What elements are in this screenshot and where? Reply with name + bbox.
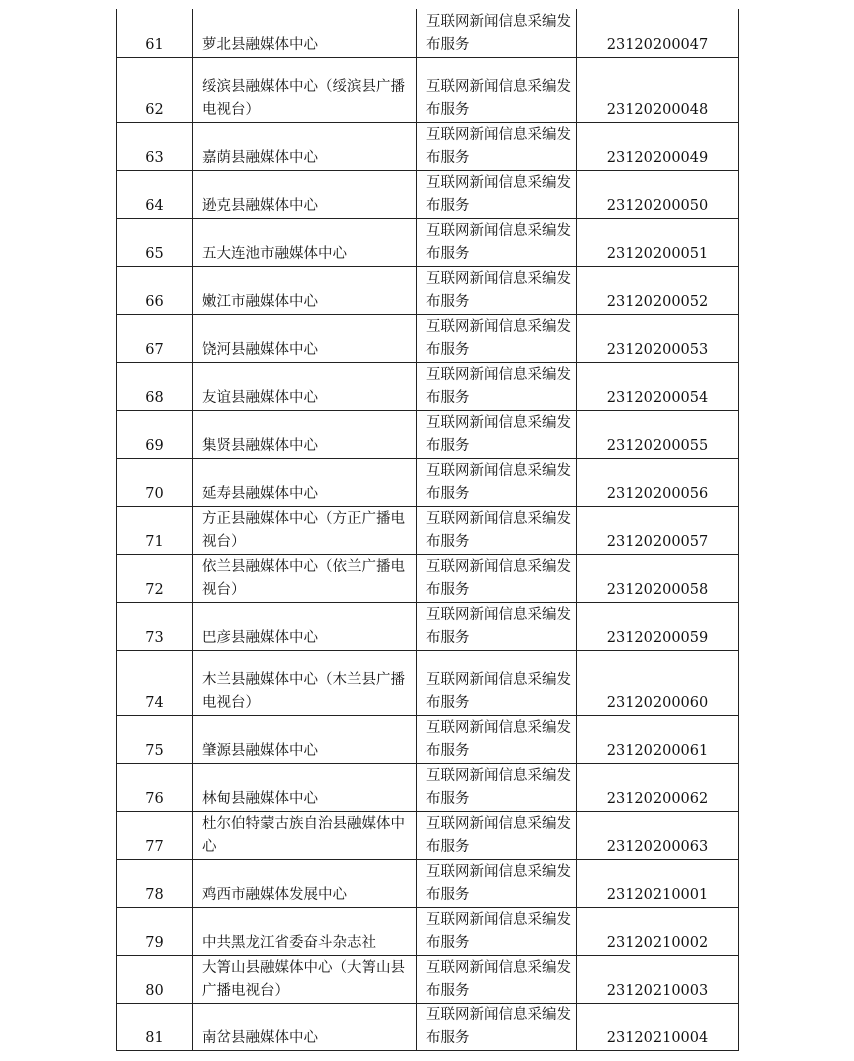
organization-name: 南岔县融媒体中心 — [193, 1003, 417, 1050]
row-number: 70 — [117, 458, 193, 506]
organization-name: 巴彦县融媒体中心 — [193, 602, 417, 650]
license-code: 23120200056 — [577, 458, 739, 506]
license-code: 23120200057 — [577, 506, 739, 554]
service-type: 互联网新闻信息采编发布服务 — [417, 554, 577, 602]
license-code: 23120200052 — [577, 266, 739, 314]
license-code: 23120200058 — [577, 554, 739, 602]
row-number: 80 — [117, 955, 193, 1003]
organization-name: 木兰县融媒体中心（木兰县广播电视台） — [193, 650, 417, 715]
row-number: 77 — [117, 811, 193, 859]
row-number: 62 — [117, 57, 193, 122]
row-number: 81 — [117, 1003, 193, 1050]
table-row — [117, 218, 739, 266]
table-row — [117, 859, 739, 907]
table-row — [117, 458, 739, 506]
service-type: 互联网新闻信息采编发布服务 — [417, 650, 577, 715]
license-code: 23120200049 — [577, 122, 739, 170]
row-number: 68 — [117, 362, 193, 410]
service-type: 互联网新闻信息采编发布服务 — [417, 763, 577, 811]
organization-name: 依兰县融媒体中心（依兰广播电视台） — [193, 554, 417, 602]
service-type: 互联网新闻信息采编发布服务 — [417, 57, 577, 122]
organization-name: 肇源县融媒体中心 — [193, 715, 417, 763]
license-code: 23120200054 — [577, 362, 739, 410]
row-number: 69 — [117, 410, 193, 458]
table-row — [117, 362, 739, 410]
organization-name: 友谊县融媒体中心 — [193, 362, 417, 410]
row-number: 76 — [117, 763, 193, 811]
table-row — [117, 1003, 739, 1050]
registry-table — [116, 9, 739, 1051]
table-row — [117, 955, 739, 1003]
organization-name: 林甸县融媒体中心 — [193, 763, 417, 811]
license-code: 23120210002 — [577, 907, 739, 955]
row-number: 64 — [117, 170, 193, 218]
license-code: 23120200063 — [577, 811, 739, 859]
service-type: 互联网新闻信息采编发布服务 — [417, 907, 577, 955]
service-type: 互联网新闻信息采编发布服务 — [417, 506, 577, 554]
license-code: 23120200059 — [577, 602, 739, 650]
organization-name: 方正县融媒体中心（方正广播电视台） — [193, 506, 417, 554]
organization-name: 嘉荫县融媒体中心 — [193, 122, 417, 170]
organization-name: 五大连池市融媒体中心 — [193, 218, 417, 266]
organization-name: 杜尔伯特蒙古族自治县融媒体中心 — [193, 811, 417, 859]
table-row — [117, 650, 739, 715]
row-number: 78 — [117, 859, 193, 907]
service-type: 互联网新闻信息采编发布服务 — [417, 218, 577, 266]
service-type: 互联网新闻信息采编发布服务 — [417, 1003, 577, 1050]
row-number: 65 — [117, 218, 193, 266]
service-type: 互联网新闻信息采编发布服务 — [417, 859, 577, 907]
service-type: 互联网新闻信息采编发布服务 — [417, 266, 577, 314]
service-type: 互联网新闻信息采编发布服务 — [417, 9, 577, 57]
row-number: 63 — [117, 122, 193, 170]
organization-name: 绥滨县融媒体中心（绥滨县广播电视台） — [193, 57, 417, 122]
service-type: 互联网新闻信息采编发布服务 — [417, 715, 577, 763]
row-number: 66 — [117, 266, 193, 314]
table-row — [117, 907, 739, 955]
license-code: 23120210003 — [577, 955, 739, 1003]
table-row — [117, 602, 739, 650]
license-code: 23120200051 — [577, 218, 739, 266]
service-type: 互联网新闻信息采编发布服务 — [417, 811, 577, 859]
row-number: 67 — [117, 314, 193, 362]
service-type: 互联网新闻信息采编发布服务 — [417, 362, 577, 410]
table-row — [117, 811, 739, 859]
table-row — [117, 170, 739, 218]
service-type: 互联网新闻信息采编发布服务 — [417, 410, 577, 458]
license-code: 23120200060 — [577, 650, 739, 715]
organization-name: 延寿县融媒体中心 — [193, 458, 417, 506]
row-number: 73 — [117, 602, 193, 650]
organization-name: 嫩江市融媒体中心 — [193, 266, 417, 314]
service-type: 互联网新闻信息采编发布服务 — [417, 458, 577, 506]
organization-name: 大箐山县融媒体中心（大箐山县广播电视台） — [193, 955, 417, 1003]
table-row — [117, 410, 739, 458]
license-code: 23120200061 — [577, 715, 739, 763]
organization-name: 鸡西市融媒体发展中心 — [193, 859, 417, 907]
service-type: 互联网新闻信息采编发布服务 — [417, 602, 577, 650]
license-code: 23120210004 — [577, 1003, 739, 1050]
service-type: 互联网新闻信息采编发布服务 — [417, 314, 577, 362]
row-number: 74 — [117, 650, 193, 715]
row-number: 75 — [117, 715, 193, 763]
service-type: 互联网新闻信息采编发布服务 — [417, 170, 577, 218]
license-code: 23120200047 — [577, 9, 739, 57]
organization-name: 萝北县融媒体中心 — [193, 9, 417, 57]
row-number: 71 — [117, 506, 193, 554]
table-row — [117, 9, 739, 57]
license-code: 23120210001 — [577, 859, 739, 907]
row-number: 79 — [117, 907, 193, 955]
license-code: 23120200062 — [577, 763, 739, 811]
row-number: 61 — [117, 9, 193, 57]
table-row — [117, 715, 739, 763]
service-type: 互联网新闻信息采编发布服务 — [417, 122, 577, 170]
table-row — [117, 554, 739, 602]
table-row — [117, 506, 739, 554]
service-type: 互联网新闻信息采编发布服务 — [417, 955, 577, 1003]
organization-name: 饶河县融媒体中心 — [193, 314, 417, 362]
table-row — [117, 763, 739, 811]
organization-name: 中共黑龙江省委奋斗杂志社 — [193, 907, 417, 955]
table-row — [117, 314, 739, 362]
license-code: 23120200053 — [577, 314, 739, 362]
table-row — [117, 266, 739, 314]
table-row — [117, 57, 739, 122]
row-number: 72 — [117, 554, 193, 602]
license-code: 23120200055 — [577, 410, 739, 458]
license-code: 23120200048 — [577, 57, 739, 122]
license-code: 23120200050 — [577, 170, 739, 218]
organization-name: 集贤县融媒体中心 — [193, 410, 417, 458]
organization-name: 逊克县融媒体中心 — [193, 170, 417, 218]
table-row — [117, 122, 739, 170]
